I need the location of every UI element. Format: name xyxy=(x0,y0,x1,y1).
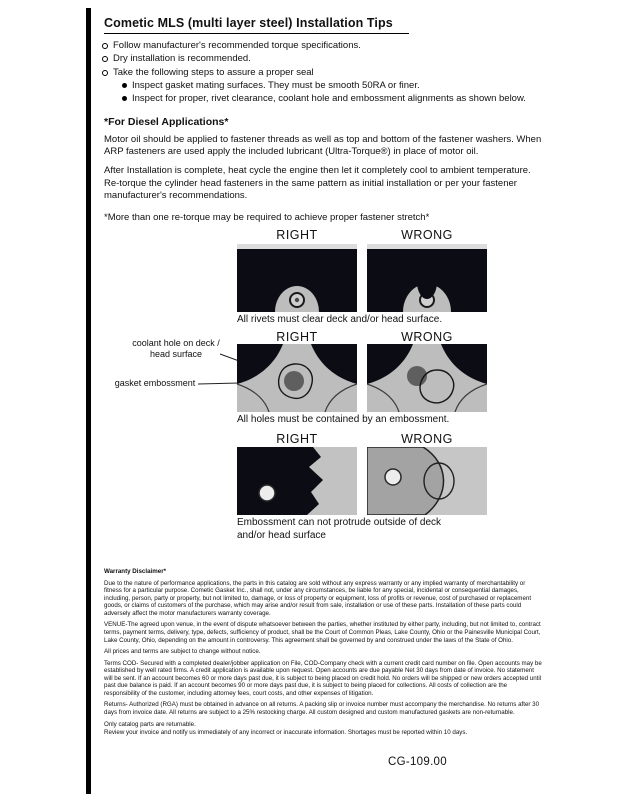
legal-paragraph: Terms COD- Secured with a completed dealer/jobber application on File, COD-Company check with a current credit card number on file. Open accounts may be established by well rated firms. A credit application is available upon request. Open accounts are due payable Net 30 days from date of invoice. No statement will be sent. If an account becomes 60 or more days past due, it is subject to being placed on credit hold. No orders will be shipped or new orders accepted until past due balance is paid. If an account becomes 90 or more days past due, it is subject to being placed for collections. All costs of collection are the responsibility of the customer, including attorney fees, court costs, and other expenses of litigation. xyxy=(104,659,542,697)
rivet-right-illustration xyxy=(237,244,357,312)
wrong-label-row1: WRONG xyxy=(401,228,453,242)
diagram-hole-wrong xyxy=(367,344,487,412)
left-edge-rule xyxy=(86,8,91,794)
tip-item xyxy=(102,67,550,79)
diagram-edge-wrong xyxy=(367,447,487,515)
caption-row2: All holes must be contained by an embossment. xyxy=(237,414,450,425)
caption-row3: Embossment can not protrude outside of deck and/or head surface xyxy=(237,517,442,541)
right-label-row1: RIGHT xyxy=(276,228,318,242)
diagram-rivet-wrong xyxy=(367,244,487,312)
coolant-hole-callout: coolant hole on deck / head surface xyxy=(132,338,220,359)
hole-wrong-illustration xyxy=(367,344,487,412)
filled-bullet-icon xyxy=(122,96,127,101)
retorque-note: *More than one re-torque may be required to achieve proper fastener stretch* xyxy=(104,212,430,224)
diesel-para-1: Motor oil should be applied to fastener threads as well as top and bottom of the fastener washers. When ARP fasteners are used apply the included lubricant (Ultra-Torque®) in place of motor oil. xyxy=(104,133,542,158)
legal-section xyxy=(104,568,542,741)
filled-bullet-icon xyxy=(122,83,127,88)
legal-paragraph: All prices and terms are subject to change without notice. xyxy=(104,648,261,656)
warranty-disclaimer-heading: Warranty Disclaimer* xyxy=(104,568,167,575)
page-title: Cometic MLS (multi layer steel) Installation Tips xyxy=(104,16,409,34)
legal-paragraph: Only catalog parts are returnable. xyxy=(104,720,196,728)
tip-item xyxy=(102,53,550,65)
tip-text: Take the following steps to assure a proper seal xyxy=(113,66,314,78)
right-label-row3: RIGHT xyxy=(276,432,318,446)
tip-text: Inspect gasket mating surfaces. They must be smooth 50RA or finer. xyxy=(132,80,420,92)
open-bullet-icon xyxy=(102,70,108,76)
legal-paragraph: Review your invoice and notify us immediately of any incorrect or inaccurate information. Shortages must be reported within 10 days. xyxy=(104,729,468,737)
open-bullet-icon xyxy=(102,43,108,49)
diagram-hole-right xyxy=(237,344,357,412)
right-label-row2: RIGHT xyxy=(276,330,318,344)
legal-paragraph: VENUE-The agreed upon venue, in the event of dispute whatsoever between the parties, whether instituted by either party, including, but not limited to, contract terms, payment terms, delivery, type, defects, sufficiency of product, shall be the Court of Common Pleas, Lake County, Ohio or the Painesville Municipal Court, Lake County, Ohio, depending on the amount in controversy. This agreement shall be governed by and construed under the laws of the State of Ohio. xyxy=(104,621,541,644)
gasket-embossment-callout: gasket embossment xyxy=(114,378,196,388)
wrong-label-row2: WRONG xyxy=(401,330,453,344)
wrong-label-row3: WRONG xyxy=(401,432,453,446)
tip-text: Dry installation is recommended. xyxy=(113,53,251,65)
hole-right-illustration xyxy=(237,344,357,412)
catalog-code: CG-109.00 xyxy=(388,756,447,768)
diagram-rivet-right xyxy=(237,244,357,312)
edge-wrong-illustration xyxy=(367,447,487,515)
caption-row1: All rivets must clear deck and/or head surface. xyxy=(237,314,443,325)
diesel-heading: *For Diesel Applications* xyxy=(104,115,229,128)
tips-list xyxy=(96,40,550,106)
tip-text: Follow manufacturer's recommended torque specifications. xyxy=(113,40,361,51)
tip-item xyxy=(102,40,550,52)
legal-paragraph: Due to the nature of performance applications, the parts in this catalog are sold without any express warranty or any implied warranty of merchantability or fitness for a particular purpose. Cometic Gasket Inc., shall not, under any circumstances, be liable for any special, incidental or consequential damages, including, person, party or property, but not limited to, damage, or loss of property or equipment, loss of profits or revenue, cost of purchased or replacement goods, or claims of customers of the purchase, which may arise and/or result from sale, installation or use of these parts. Installation of these parts could adversely affect the motor manufacturers warranty coverage. xyxy=(104,579,532,617)
diagram-section xyxy=(104,226,524,566)
main-content xyxy=(96,14,550,225)
tip-text: Inspect for proper, rivet clearance, coolant hole and embossment alignments as shown below. xyxy=(132,93,526,105)
diagram-edge-right xyxy=(237,447,357,515)
tip-sub-item xyxy=(122,93,550,105)
open-bullet-icon xyxy=(102,56,108,62)
edge-right-illustration xyxy=(237,447,357,515)
tip-sub-item xyxy=(122,80,550,92)
legal-paragraph: Returns- Authorized (RGA) must be obtained in advance on all returns. A packing slip or invoice number must accompany the merchandise. No returns after 30 days from invoice date. All returns are subject to a 25% restocking charge. All custom designed and custom manufactured gaskets are non-returnable. xyxy=(104,701,540,716)
rivet-wrong-illustration xyxy=(367,244,487,312)
diesel-para-2: After Installation is complete, heat cycle the engine then let it completely cool to ambient temperature. Re-torque the cylinder head fasteners in the same pattern as initial installation or per your fastener manufacturer's recommendations. xyxy=(104,165,531,202)
